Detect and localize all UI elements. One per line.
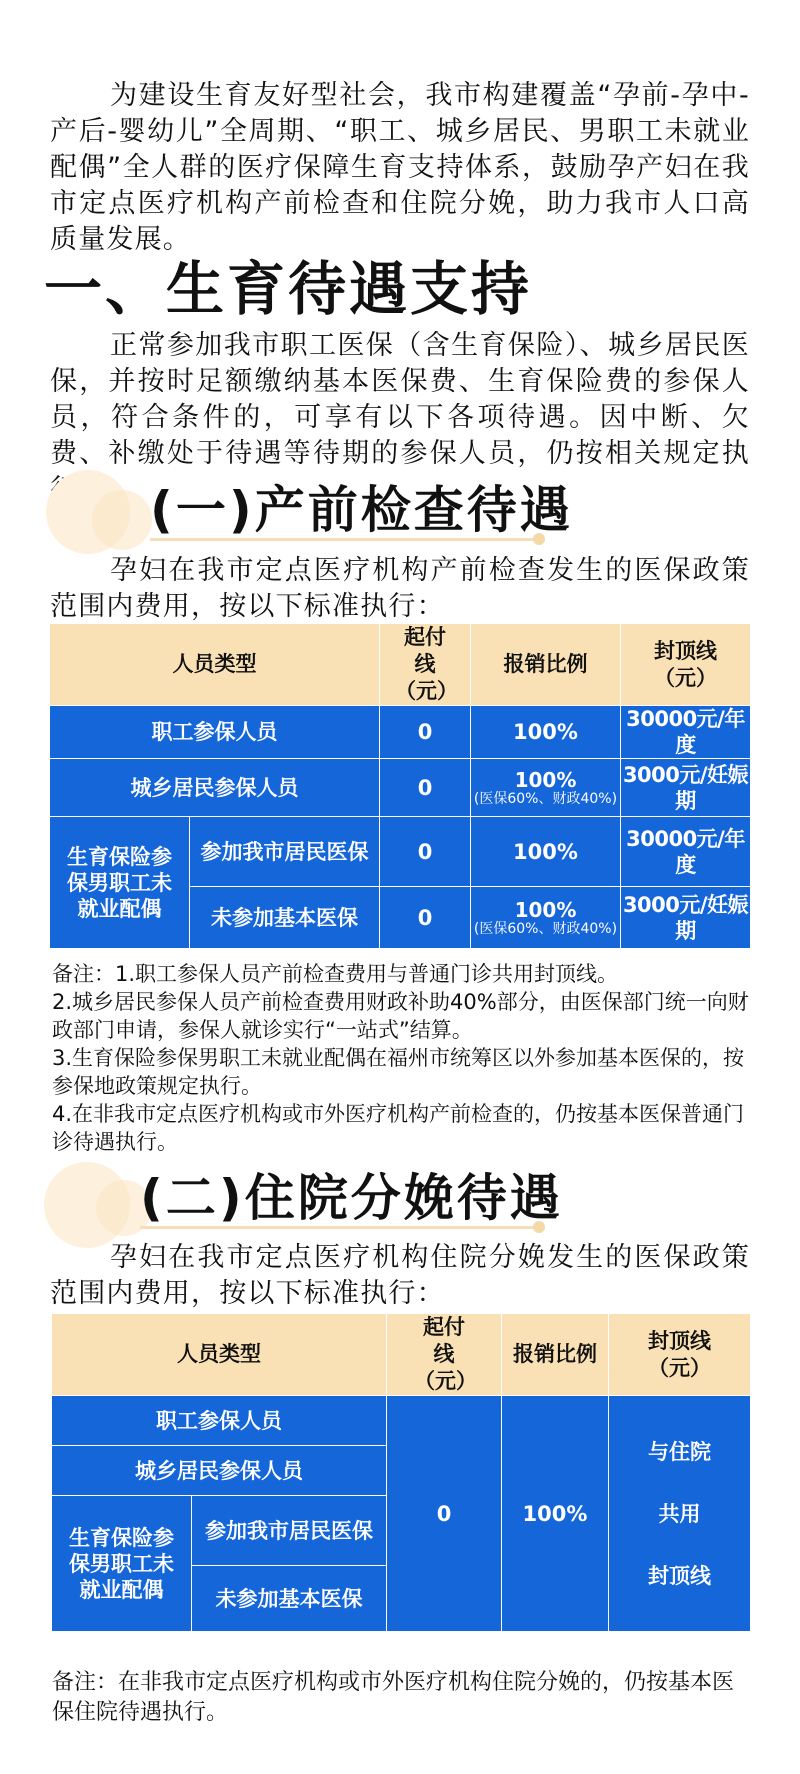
group-label: 生育保险参保男职工未就业配偶 (50, 817, 190, 949)
header-ratio: 报销比例 (502, 1314, 609, 1396)
person-type: 城乡居民参保人员 (50, 759, 380, 817)
start-value: 0 (380, 759, 471, 817)
person-type: 职工参保人员 (52, 1396, 387, 1446)
decor-circle (92, 490, 152, 550)
ratio-value: 100% (471, 817, 621, 887)
ratio-note: (医保60%、财政40%) (473, 790, 618, 807)
cap-line: 封顶线 (648, 1563, 711, 1588)
note-line: 备注：在非我市定点医疗机构或市外医疗机构住院分娩的，仍按基本医保住院待遇执行。 (52, 1670, 735, 1725)
cap-value: 30000元/年度 (621, 706, 751, 759)
ratio-value: 100% (514, 767, 577, 792)
table-row (50, 759, 751, 817)
header-person-type: 人员类型 (52, 1314, 387, 1396)
start-value: 0 (380, 887, 471, 949)
header-ratio: 报销比例 (471, 624, 621, 706)
person-type: 参加我市居民医保 (190, 817, 380, 887)
subsection-body: 孕妇在我市定点医疗机构住院分娩发生的医保政策范围内费用，按以下标准执行： (50, 1242, 750, 1309)
delivery-table (51, 1313, 751, 1632)
header-person-type: 人员类型 (50, 624, 380, 706)
person-type: 城乡居民参保人员 (52, 1446, 387, 1496)
group-label: 生育保险参保男职工未就业配偶 (52, 1496, 192, 1632)
cap-cell (609, 1396, 751, 1632)
note-line: 3.生育保险参保男职工未就业配偶在福州市统筹区以外参加基本医保的，按参保地政策规定执行。 (52, 1046, 745, 1098)
notes-block (52, 960, 752, 1156)
ratio-value: 100% (502, 1396, 609, 1632)
ratio-value: 100% (471, 706, 621, 759)
start-value: 0 (387, 1396, 502, 1632)
table-row (52, 1396, 751, 1446)
person-type: 未参加基本医保 (192, 1566, 387, 1632)
header-start: 起付线（元） (387, 1314, 502, 1396)
prenatal-table (49, 623, 751, 949)
section-body: 正常参加我市职工医保（含生育保险）、城乡居民医保，并按时足额缴纳基本医保费、生育保险费的参保人员，符合条件的，可享有以下各项待遇。因中断、欠费、补缴处于待遇等待期的参保人员，仍按相关规定执 (50, 330, 750, 469)
cap-value: 30000元/年度 (621, 817, 751, 887)
subsection-title: (二)住院分娩待遇 (140, 1169, 563, 1227)
note-line: 4.在非我市定点医疗机构或市外医疗机构产前检查的，仍按基本医保普通门诊待遇执行。 (52, 1102, 745, 1154)
ratio-value: 100% (514, 897, 577, 922)
header-cap: 封顶线（元） (609, 1314, 751, 1396)
person-type: 未参加基本医保 (190, 887, 380, 949)
start-value: 0 (380, 817, 471, 887)
ratio-cell (471, 887, 621, 949)
subsection-body: 孕妇在我市定点医疗机构产前检查发生的医保政策范围内费用，按以下标准执行： (50, 555, 750, 622)
ratio-cell (471, 759, 621, 817)
cap-value: 3000元/妊娠期 (621, 759, 751, 817)
subsection-title: (一)产前检查待遇 (150, 481, 573, 539)
note-line: 2.城乡居民参保人员产前检查费用财政补助40%部分，由医保部门统一向财政部门申请，参保人就诊实行“一站式”结算。 (52, 990, 749, 1042)
table-row (50, 817, 751, 887)
section-title: 一、生育待遇支持 (44, 255, 533, 323)
ratio-note: (医保60%、财政40%) (473, 920, 618, 937)
table-row (50, 706, 751, 759)
person-type: 参加我市居民医保 (192, 1496, 387, 1566)
cap-line: 共用 (658, 1501, 701, 1526)
intro-paragraph: 为建设生育友好型社会，我市构建覆盖“孕前-孕中-产后-婴幼儿”全周期、“职工、城乡居民、男职工未就业配偶”全人群的医疗保障生育支持体系，鼓励孕产妇在我市定点医疗机构产前检查和住院分娩，助力我市人口高质量发展。 (50, 80, 750, 255)
cap-line: 与住院 (648, 1439, 711, 1464)
person-type: 职工参保人员 (50, 706, 380, 759)
header-start: 起付线（元） (380, 624, 471, 706)
cap-value: 3000元/妊娠期 (621, 887, 751, 949)
note-line: 备注：1.职工参保人员产前检查费用与普通门诊共用封顶线。 (52, 962, 619, 986)
start-value: 0 (380, 706, 471, 759)
header-cap: 封顶线（元） (621, 624, 751, 706)
